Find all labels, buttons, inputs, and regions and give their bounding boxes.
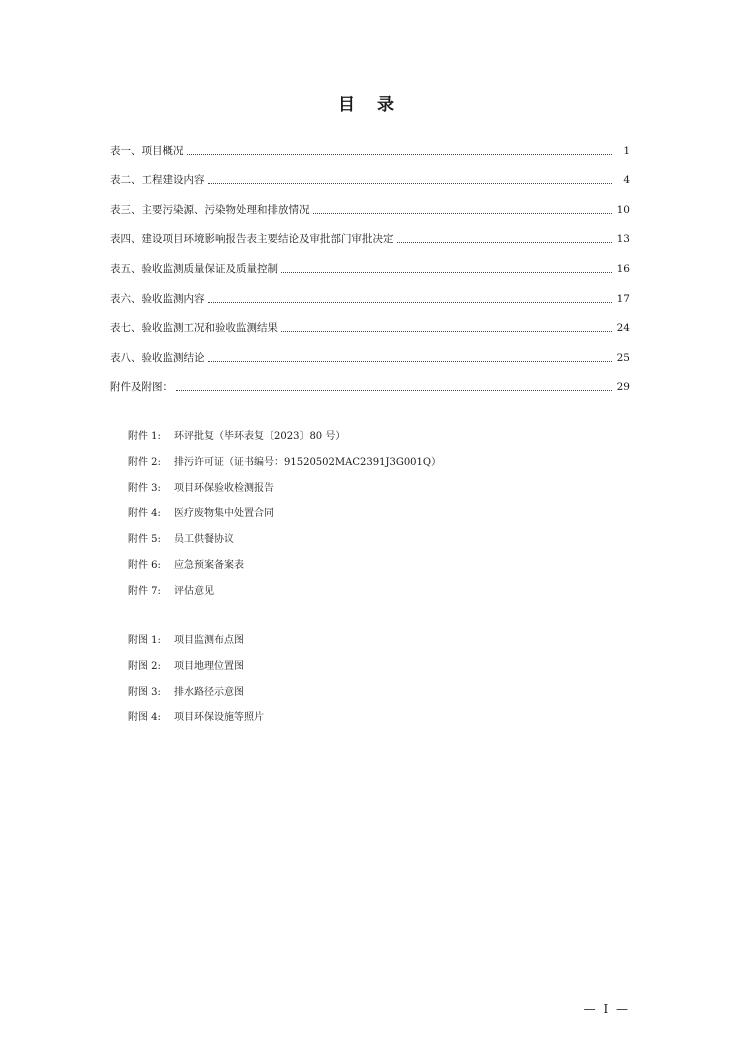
toc-entry-page: 24: [616, 322, 630, 335]
attachment-title: 环评批复（毕环表复〔2023〕80 号）: [174, 431, 346, 442]
toc-entry-label: 表四、建设项目环境影响报告表主要结论及审批部门审批决定: [110, 233, 394, 246]
toc-entry[interactable]: [110, 335, 630, 365]
figure-number: 附图 2:: [128, 660, 161, 672]
attachment-item: [128, 505, 608, 531]
toc-entry[interactable]: [110, 158, 630, 188]
attachment-number: 附件 4:: [128, 508, 161, 520]
attachment-number: 附件 5:: [128, 534, 161, 546]
toc-leader-dots: [281, 330, 612, 332]
toc-entry-page: 13: [616, 233, 630, 246]
toc-entry[interactable]: [110, 217, 630, 247]
toc-entry-page: 25: [616, 351, 630, 364]
attachment-item: [128, 480, 608, 506]
toc-entry-page: 4: [623, 174, 630, 187]
toc-entry-page: 16: [616, 262, 630, 275]
toc-entry-page: 10: [616, 203, 630, 216]
attachment-item: [128, 583, 608, 609]
table-of-contents: [110, 128, 630, 394]
toc-entry-label: 表五、验收监测质量保证及质量控制: [110, 262, 278, 275]
toc-entry[interactable]: [110, 128, 630, 158]
toc-entry[interactable]: [110, 187, 630, 217]
toc-leader-dots: [176, 389, 612, 391]
toc-entry[interactable]: [110, 276, 630, 306]
figure-item: [128, 709, 608, 735]
attachment-item: [128, 531, 608, 557]
toc-entry[interactable]: [110, 246, 630, 276]
toc-leader-dots: [208, 301, 613, 303]
toc-entry-page: 17: [616, 292, 630, 305]
toc-entry-page: 1: [623, 144, 630, 157]
attachment-title: 医疗废物集中处置合同: [174, 508, 274, 520]
toc-entry-label: 表三、主要污染源、污染物处理和排放情况: [110, 203, 310, 216]
toc-leader-dots: [208, 182, 613, 184]
figure-item: [128, 658, 608, 684]
figure-title: 项目地理位置图: [174, 660, 244, 672]
toc-entry-label: 表一、项目概况: [110, 144, 184, 157]
figure-number: 附图 1:: [128, 635, 161, 646]
page-number: — I —: [583, 1002, 630, 1016]
figure-title: 排水路径示意图: [174, 686, 244, 698]
attachment-item: [128, 454, 608, 480]
attachment-item: [128, 428, 608, 454]
toc-entry-label: 附件及附图：: [110, 381, 173, 394]
figures-list: [128, 632, 608, 735]
attachment-number: 附件 3:: [128, 482, 161, 494]
attachments-list: [128, 428, 608, 609]
figure-item: [128, 684, 608, 710]
figure-number: 附图 4:: [128, 712, 161, 724]
page-title: 目 录: [338, 95, 402, 115]
attachment-title: 项目环保验收检测报告: [174, 482, 274, 494]
attachment-title: 应急预案备案表: [174, 559, 244, 571]
attachment-number: 附件 1:: [128, 431, 161, 442]
attachment-number: 附件 7:: [128, 585, 161, 597]
toc-entry-page: 29: [616, 381, 630, 394]
toc-entry[interactable]: [110, 365, 630, 395]
attachment-title: 评估意见: [174, 585, 214, 597]
figure-title: 项目环保设施等照片: [174, 712, 264, 724]
attachment-number: 附件 2:: [128, 456, 161, 468]
attachment-title: 员工供餐协议: [174, 534, 234, 546]
attachment-item: [128, 557, 608, 583]
toc-leader-dots: [208, 360, 613, 362]
toc-entry-label: 表七、验收监测工况和验收监测结果: [110, 322, 278, 335]
figure-title: 项目监测布点图: [174, 635, 244, 646]
attachment-title: 排污许可证（证书编号：91520502MAC2391J3G001Q）: [174, 456, 442, 468]
toc-entry-label: 表六、验收监测内容: [110, 292, 205, 305]
toc-entry-label: 表二、工程建设内容: [110, 174, 205, 187]
figure-number: 附图 3:: [128, 686, 161, 698]
attachment-number: 附件 6:: [128, 559, 161, 571]
figure-item: [128, 632, 608, 658]
toc-leader-dots: [397, 241, 613, 243]
toc-leader-dots: [281, 271, 612, 273]
toc-leader-dots: [187, 153, 613, 155]
toc-leader-dots: [313, 212, 613, 214]
toc-entry-label: 表八、验收监测结论: [110, 351, 205, 364]
toc-entry[interactable]: [110, 306, 630, 336]
